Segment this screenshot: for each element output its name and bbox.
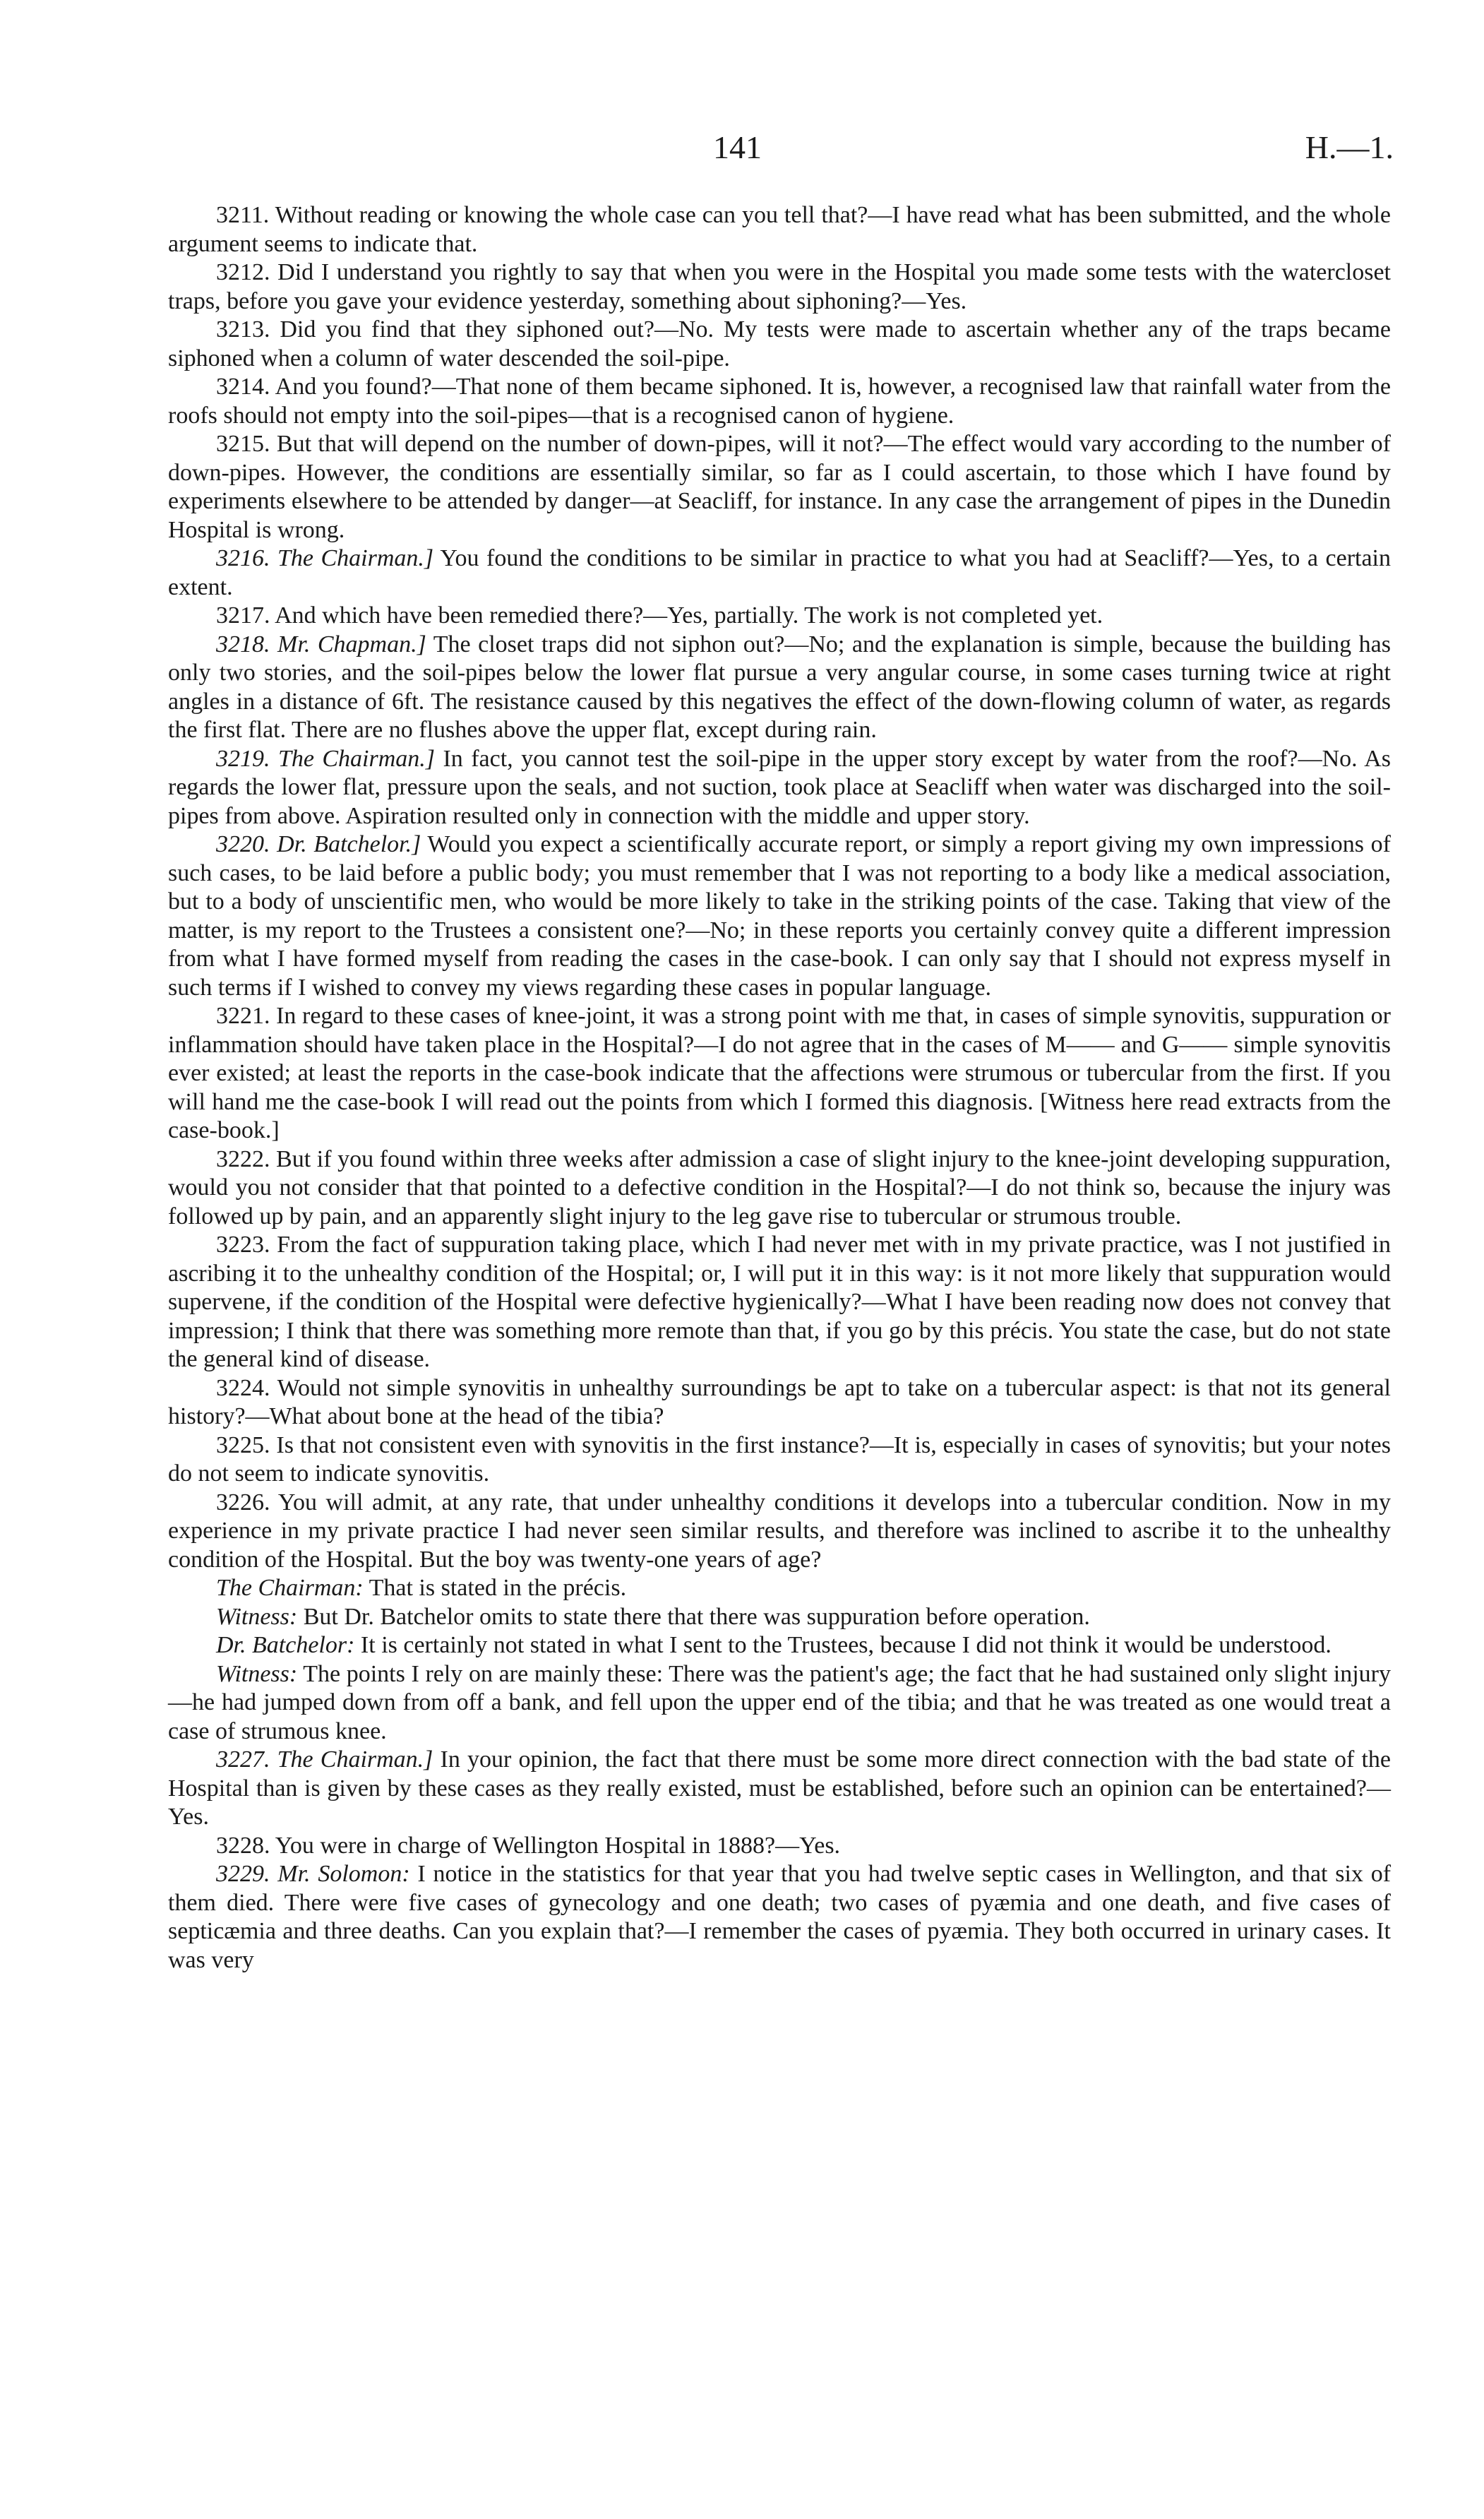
speaker-label: 3227. The Chairman.] [216, 1746, 433, 1773]
paragraph-text: 3217. And which have been remedied there?—Yes, partially. The work is not completed yet. [216, 602, 1103, 629]
paragraph-batchelor-remark [168, 1631, 1391, 1660]
paragraph-3224 [168, 1374, 1391, 1431]
paragraph-3217 [168, 602, 1391, 631]
paragraph-text: The closet traps did not siphon out?—No; and the explanation is simple, because the building has only two stories, and the soil-pipes below the lower flat pursue a very angular course, in some cases turning twice at right angles in a distance of 6ft. The resistance caused by this negatives the effect of the down-flowing column of water, as regards the first flat. There are no flushes above the upper flat, except during rain. [168, 631, 1392, 743]
paragraph-text: That is stated in the précis. [363, 1575, 627, 1601]
paragraph-text: The points I rely on are mainly these: There was the patient's age; the fact that he had sustained only slight injury—he had jumped down from off a bank, and fell upon the upper end of the tibia; and that he was treated as one would treat a case of strumous knee. [168, 1660, 1391, 1744]
speaker-label: Witness: [216, 1603, 298, 1630]
paragraph-3214 [168, 373, 1391, 430]
paragraph-3225 [168, 1431, 1391, 1489]
paragraph-witness-remark [168, 1603, 1391, 1632]
paragraph-3212 [168, 258, 1391, 316]
speaker-label: The Chairman: [216, 1575, 364, 1601]
paragraph-3220 [168, 830, 1391, 1002]
paragraph-text: It is certainly not stated in what I sent to the Trustees, because I did not think it would be understood. [354, 1632, 1332, 1658]
paragraph-text: 3223. From the fact of suppuration taking place, which I had never met with in my private practice, was I not justified in ascribing it to the unhealthy condition of the Hospital; or, I will put it in this way: is it not more likely that suppuration would supervene, if the condition of the Hospital were defective hygienically?—What I have been reading now does not convey that impression; I think that there was something more remote than that, if you go by this précis. You state the case, but do not state the general kind of disease. [168, 1232, 1391, 1372]
paragraph-text: But Dr. Batchelor omits to state there that there was suppuration before operation. [297, 1603, 1090, 1630]
paragraph-text: 3228. You were in charge of Wellington Hospital in 1888?—Yes. [216, 1832, 841, 1859]
paragraph-text: Would you expect a scientifically accurate report, or simply a report giving my own impressions of such cases, to be laid before a public body; you must remember that I was not reporting to a body like a medical association, but to a body of unscientific men, who would be more likely to take in the striking points of the case. Taking that view of the matter, is my report to the Trustees a consistent one?—No; in these reports you certainly convey quite a different impression from what I have formed myself from reading the cases in the case-book. I can only say that I should not express myself in such terms if I wished to convey my views regarding these cases in popular language. [168, 831, 1391, 1001]
paragraph-3229 [168, 1860, 1391, 1975]
paragraph-text: 3215. But that will depend on the number of down-pipes, will it not?—The effect would vary according to the number of down-pipes. However, the conditions are essentially similar, so far as I could ascertain, to those which I have found by experiments elsewhere to be attended by danger—at Seacliff, for instance. In any case the arrangement of pipes in the Dunedin Hospital is wrong. [168, 431, 1391, 543]
speaker-label: 3219. The Chairman.] [216, 745, 436, 772]
paragraph-witness-points [168, 1660, 1391, 1746]
paragraph-text: 3212. Did I understand you rightly to say that when you were in the Hospital you made some tests with the watercloset traps, before you gave your evidence yesterday, something about siphoning?—Yes. [168, 259, 1391, 314]
document-reference: H.—1. [1305, 129, 1394, 165]
paragraph-3228 [168, 1832, 1391, 1861]
paragraph-text: 3211. Without reading or knowing the whole case can you tell that?—I have read what has been submitted, and the whole argument seems to indicate that. [168, 202, 1391, 257]
paragraph-text: 3224. Would not simple synovitis in unhealthy surroundings be apt to take on a tubercular aspect: is that not its general history?—What about bone at the head of the tibia? [168, 1374, 1391, 1429]
paragraph-text: I notice in the statistics for that year that you had twelve septic cases in Wellington, and that six of them died. There were five cases of gynecology and one death; two cases of pyæmia and one death, and five cases of septicæmia and three deaths. Can you explain that?—I remember the cases of pyæmia. They both occurred in urinary cases. It was very [168, 1861, 1392, 1973]
paragraph-3213 [168, 316, 1391, 373]
paragraph-3211 [168, 201, 1391, 258]
paragraph-text: 3221. In regard to these cases of knee-joint, it was a strong point with me that, in cases of simple synovitis, suppuration or inflammation should have taken place in the Hospital?—I do not agree that in the cases of M—— and G—— simple synovitis ever existed; at least the reports in the case-book indicate that the affections were strumous or tubercular from the first. If you will hand me the case-book I will read out the points from which I formed this diagnosis. [Witness here read extracts from the case-book.] [168, 1003, 1391, 1143]
paragraph-text: 3222. But if you found within three weeks after admission a case of slight injury to the knee-joint developing suppuration, would you not consider that that pointed to a defective condition in the Hospital?—I do not think so, because the injury was followed up by pain, and an apparently slight injury to the leg gave rise to tubercular or strumous trouble. [168, 1145, 1391, 1229]
paragraph-3216 [168, 544, 1391, 602]
speaker-label: 3216. The Chairman.] [216, 545, 434, 571]
speaker-label: Witness: [216, 1660, 298, 1687]
paragraph-text: In your opinion, the fact that there must be some more direct connection with the bad state of the Hospital than is given by these cases as they really existed, must be established, before such an opinion can be entertained?—Yes. [168, 1746, 1391, 1830]
paragraph-text: 3225. Is that not consistent even with synovitis in the first instance?—It is, especially in cases of synovitis; but your notes do not seem to indicate synovitis. [168, 1431, 1391, 1487]
paragraph-3218 [168, 631, 1391, 745]
speaker-label: 3218. Mr. Chapman.] [216, 631, 426, 657]
paragraph-3222 [168, 1145, 1391, 1232]
paragraph-text: You found the conditions to be similar in practice to what you had at Seacliff?—Yes, to a certain extent. [168, 545, 1391, 600]
paragraph-3223 [168, 1231, 1391, 1374]
speaker-label: 3220. Dr. Batchelor.] [216, 831, 421, 857]
paragraph-3221 [168, 1002, 1391, 1145]
paragraph-3226 [168, 1489, 1391, 1575]
paragraph-3227 [168, 1746, 1391, 1832]
paragraph-text: In fact, you cannot test the soil-pipe in the upper story except by water from the roof?—No. As regards the lower flat, pressure upon the seals, and not suction, took place at Seacliff when water was discharged into the soil-pipes from above. Aspiration resulted only in connection with the middle and upper story. [168, 745, 1392, 829]
paragraph-chairman-remark [168, 1574, 1391, 1603]
page-number: 141 [713, 129, 762, 165]
transcript-body [168, 201, 1391, 1975]
paragraph-text: 3213. Did you find that they siphoned out?—No. My tests were made to ascertain whether any of the traps became siphoned when a column of water descended the soil-pipe. [168, 316, 1391, 371]
paragraph-3219 [168, 745, 1391, 831]
paragraph-3215 [168, 430, 1391, 544]
paragraph-text: 3226. You will admit, at any rate, that under unhealthy conditions it develops into a tubercular condition. Now in my experience in my private practice I had never seen similar results, and therefore was inclined to ascribe it to the unhealthy condition of the Hospital. But the boy was twenty-one years of age? [168, 1489, 1391, 1573]
speaker-label: Dr. Batchelor: [216, 1632, 355, 1658]
paragraph-text: 3214. And you found?—That none of them became siphoned. It is, however, a recognised law that rainfall water from the roofs should not empty into the soil-pipes—that is a recognised canon of hygiene. [168, 374, 1391, 429]
speaker-label: 3229. Mr. Solomon: [216, 1861, 410, 1887]
